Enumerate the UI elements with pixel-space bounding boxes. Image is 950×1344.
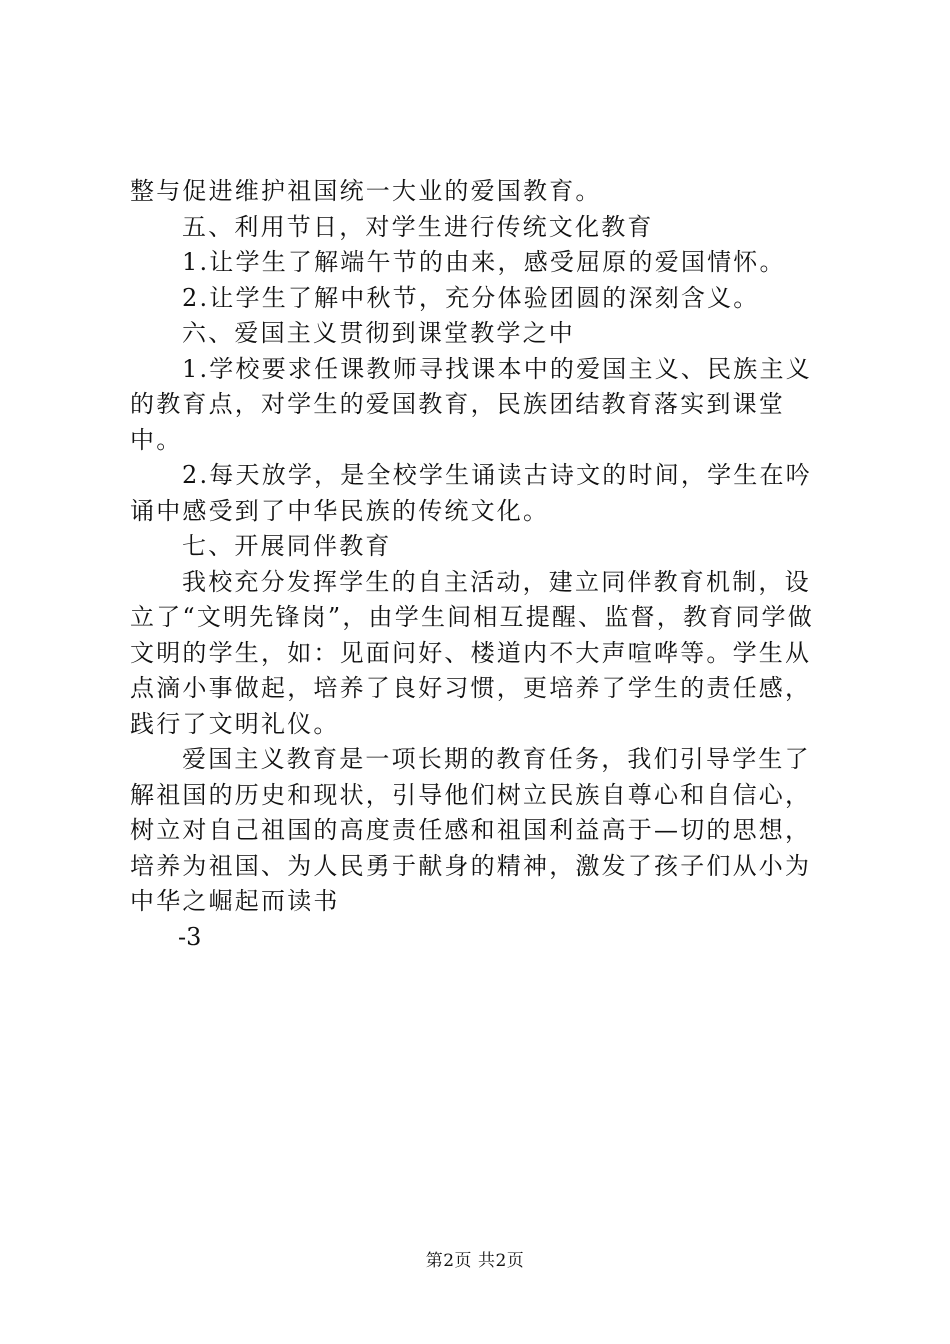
list-item: 1.学校要求任课教师寻找课本中的爱国主义、民族主义的教育点，对学生的爱国教育，民族团结教育落实到课堂中。 (130, 354, 812, 454)
body-paragraph: 我校充分发挥学生的自主活动，建立同伴教育机制，设立了“文明先锋岗”，由学生间相互提醒、监督，教育同学做文明的学生，如：见面问好、楼道内不大声喧哗等。学生从点滴小事做起，培养了良好习惯，更培养了学生的责任感，践行了文明礼仪。 (130, 567, 814, 738)
list-item: 2.每天放学，是全校学生诵读古诗文的时间，学生在吟诵中感受到了中华民族的传统文化。 (130, 461, 812, 525)
page-marker: -3 (178, 922, 202, 951)
list-item: 2.让学生了解中秋节，充分体验团圆的深刻含义。 (182, 283, 760, 312)
page-footer: 第2页 共2页 (425, 1251, 525, 1271)
body-paragraph: 爱国主义教育是一项长期的教育任务，我们引导学生了解祖国的历史和现状，引导他们树立民族自尊心和自信心，树立对自己祖国的高度责任感和祖国利益高于—切的思想，培养为祖国、为人民勇于献身的精神，激发了孩子们从小为中华之崛起而读书 (130, 745, 812, 915)
list-item: 1.让学生了解端午节的由来，感受屈原的爱国情怀。 (182, 248, 786, 276)
section-heading-five: 五、利用节日，对学生进行传统文化教育 (182, 212, 654, 241)
document-body (130, 174, 830, 955)
section-heading-six: 六、爱国主义贯彻到课堂教学之中 (182, 319, 575, 347)
section-heading-seven: 七、开展同伴教育 (182, 532, 392, 560)
paragraph-continuation: 整与促进维护祖国统一大业的爱国教育。 (130, 177, 602, 205)
